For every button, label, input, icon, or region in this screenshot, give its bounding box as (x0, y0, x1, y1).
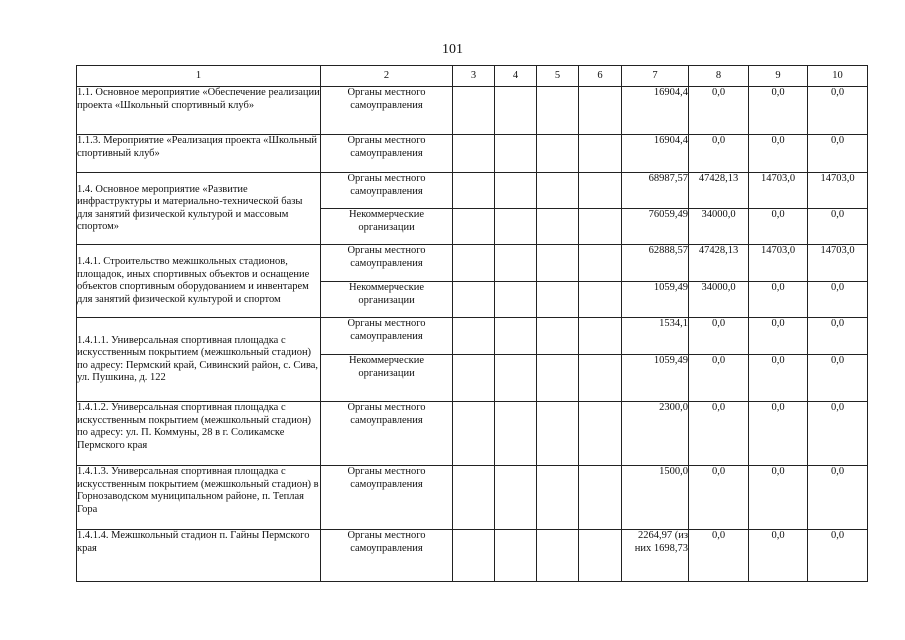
empty-cell (495, 135, 537, 173)
empty-cell (537, 135, 579, 173)
empty-cell (495, 318, 537, 355)
value-cell-c7: 2264,97 (из них 1698,73 (622, 530, 689, 582)
executor-cell: Органы местного самоуправления (321, 402, 453, 466)
empty-cell (537, 87, 579, 135)
budget-table (76, 65, 868, 582)
value-cell-c8: 34000,0 (689, 209, 749, 245)
activity-description: 1.1. Основное мероприятие «Обеспечение реализации проекта «Школьный спортивный клуб» (77, 87, 321, 135)
activity-description: 1.4.1.2. Универсальная спортивная площадка с искусственным покрытием (межшкольный стадион) по адресу: ул. П. Коммуны, 28 в г. Соликамске Пермского края (77, 402, 321, 466)
header-row (77, 66, 868, 87)
table-row (77, 318, 868, 355)
empty-cell (495, 282, 537, 318)
col-header: 2 (321, 66, 453, 87)
value-cell-c10: 14703,0 (808, 245, 868, 282)
value-cell-c8: 0,0 (689, 466, 749, 530)
executor-cell: Органы местного самоуправления (321, 466, 453, 530)
empty-cell (453, 466, 495, 530)
value-cell-c8: 0,0 (689, 355, 749, 402)
empty-cell (579, 87, 622, 135)
empty-cell (537, 466, 579, 530)
value-cell-c8: 0,0 (689, 530, 749, 582)
value-cell-c9: 0,0 (749, 87, 808, 135)
page-number: 101 (442, 42, 463, 57)
value-cell-c9: 0,0 (749, 466, 808, 530)
value-cell-c10: 14703,0 (808, 173, 868, 209)
empty-cell (579, 245, 622, 282)
empty-cell (537, 355, 579, 402)
empty-cell (453, 282, 495, 318)
value-cell-c9: 0,0 (749, 135, 808, 173)
value-cell-c10: 0,0 (808, 355, 868, 402)
value-cell-c7: 2300,0 (622, 402, 689, 466)
empty-cell (495, 530, 537, 582)
empty-cell (537, 282, 579, 318)
activity-description: 1.4.1.1. Универсальная спортивная площадка с искусственным покрытием (межшкольный стадион) по адресу: Пермский край, Сивинский район, с. Сива, ул. Пушкина, д. 122 (77, 318, 321, 402)
empty-cell (579, 282, 622, 318)
empty-cell (453, 245, 495, 282)
value-cell-c7: 16904,4 (622, 87, 689, 135)
empty-cell (537, 209, 579, 245)
empty-cell (453, 355, 495, 402)
value-cell-c9: 0,0 (749, 318, 808, 355)
executor-cell: Органы местного самоуправления (321, 318, 453, 355)
activity-description: 1.4.1. Строительство межшкольных стадионов, площадок, иных спортивных объектов и оснащение объектов спортивным оборудованием и инвентарем для занятий физической культурой и спортом (77, 245, 321, 318)
empty-cell (537, 318, 579, 355)
executor-cell: Некоммерческие организации (321, 282, 453, 318)
value-cell-c8: 0,0 (689, 135, 749, 173)
empty-cell (579, 530, 622, 582)
value-cell-c7: 62888,57 (622, 245, 689, 282)
value-cell-c10: 0,0 (808, 87, 868, 135)
table-row (77, 466, 868, 530)
value-cell-c9: 0,0 (749, 355, 808, 402)
activity-description: 1.4.1.3. Универсальная спортивная площадка с искусственным покрытием (межшкольный стадион) в Горнозаводском муниципальном районе, п. Теплая Гора (77, 466, 321, 530)
value-cell-c9: 14703,0 (749, 173, 808, 209)
executor-cell: Органы местного самоуправления (321, 135, 453, 173)
empty-cell (579, 209, 622, 245)
value-cell-c9: 0,0 (749, 209, 808, 245)
empty-cell (495, 245, 537, 282)
empty-cell (579, 318, 622, 355)
value-cell-c8: 47428,13 (689, 173, 749, 209)
table-row (77, 245, 868, 282)
empty-cell (537, 245, 579, 282)
value-cell-c10: 0,0 (808, 282, 868, 318)
empty-cell (579, 466, 622, 530)
value-cell-c10: 0,0 (808, 318, 868, 355)
empty-cell (495, 209, 537, 245)
col-header: 5 (537, 66, 579, 87)
value-cell-c8: 0,0 (689, 318, 749, 355)
empty-cell (537, 530, 579, 582)
value-cell-c7: 1059,49 (622, 282, 689, 318)
executor-cell: Органы местного самоуправления (321, 87, 453, 135)
empty-cell (495, 466, 537, 530)
value-cell-c10: 0,0 (808, 466, 868, 530)
value-cell-c8: 0,0 (689, 87, 749, 135)
empty-cell (495, 87, 537, 135)
executor-cell: Некоммерческие организации (321, 209, 453, 245)
col-header: 1 (77, 66, 321, 87)
col-header: 6 (579, 66, 622, 87)
executor-cell: Органы местного самоуправления (321, 245, 453, 282)
empty-cell (495, 173, 537, 209)
value-cell-c10: 0,0 (808, 530, 868, 582)
value-cell-c8: 47428,13 (689, 245, 749, 282)
value-cell-c7: 1059,49 (622, 355, 689, 402)
empty-cell (453, 530, 495, 582)
value-cell-c10: 0,0 (808, 135, 868, 173)
value-cell-c9: 0,0 (749, 530, 808, 582)
col-header: 9 (749, 66, 808, 87)
table-row (77, 530, 868, 582)
executor-cell: Органы местного самоуправления (321, 530, 453, 582)
activity-description: 1.4.1.4. Межшкольный стадион п. Гайны Пермского края (77, 530, 321, 582)
value-cell-c9: 14703,0 (749, 245, 808, 282)
empty-cell (453, 173, 495, 209)
empty-cell (453, 87, 495, 135)
value-cell-c7: 68987,57 (622, 173, 689, 209)
executor-cell: Некоммерческие организации (321, 355, 453, 402)
value-cell-c10: 0,0 (808, 209, 868, 245)
empty-cell (453, 135, 495, 173)
col-header: 8 (689, 66, 749, 87)
table-row (77, 135, 868, 173)
empty-cell (579, 173, 622, 209)
value-cell-c8: 34000,0 (689, 282, 749, 318)
empty-cell (453, 209, 495, 245)
empty-cell (537, 173, 579, 209)
empty-cell (579, 402, 622, 466)
col-header: 7 (622, 66, 689, 87)
value-cell-c7: 1534,1 (622, 318, 689, 355)
value-cell-c7: 76059,49 (622, 209, 689, 245)
empty-cell (453, 318, 495, 355)
value-cell-c8: 0,0 (689, 402, 749, 466)
col-header: 10 (808, 66, 868, 87)
executor-cell: Органы местного самоуправления (321, 173, 453, 209)
empty-cell (579, 135, 622, 173)
col-header: 3 (453, 66, 495, 87)
value-cell-c9: 0,0 (749, 282, 808, 318)
empty-cell (579, 355, 622, 402)
value-cell-c7: 1500,0 (622, 466, 689, 530)
activity-description: 1.4. Основное мероприятие «Развитие инфраструктуры и материально-технической базы для занятий физической культурой и массовым спортом» (77, 173, 321, 245)
col-header: 4 (495, 66, 537, 87)
table-row (77, 173, 868, 209)
table-row (77, 87, 868, 135)
empty-cell (537, 402, 579, 466)
value-cell-c9: 0,0 (749, 402, 808, 466)
table-row (77, 402, 868, 466)
empty-cell (495, 355, 537, 402)
empty-cell (453, 402, 495, 466)
value-cell-c7: 16904,4 (622, 135, 689, 173)
empty-cell (495, 402, 537, 466)
activity-description: 1.1.3. Мероприятие «Реализация проекта «Школьный спортивный клуб» (77, 135, 321, 173)
value-cell-c10: 0,0 (808, 402, 868, 466)
